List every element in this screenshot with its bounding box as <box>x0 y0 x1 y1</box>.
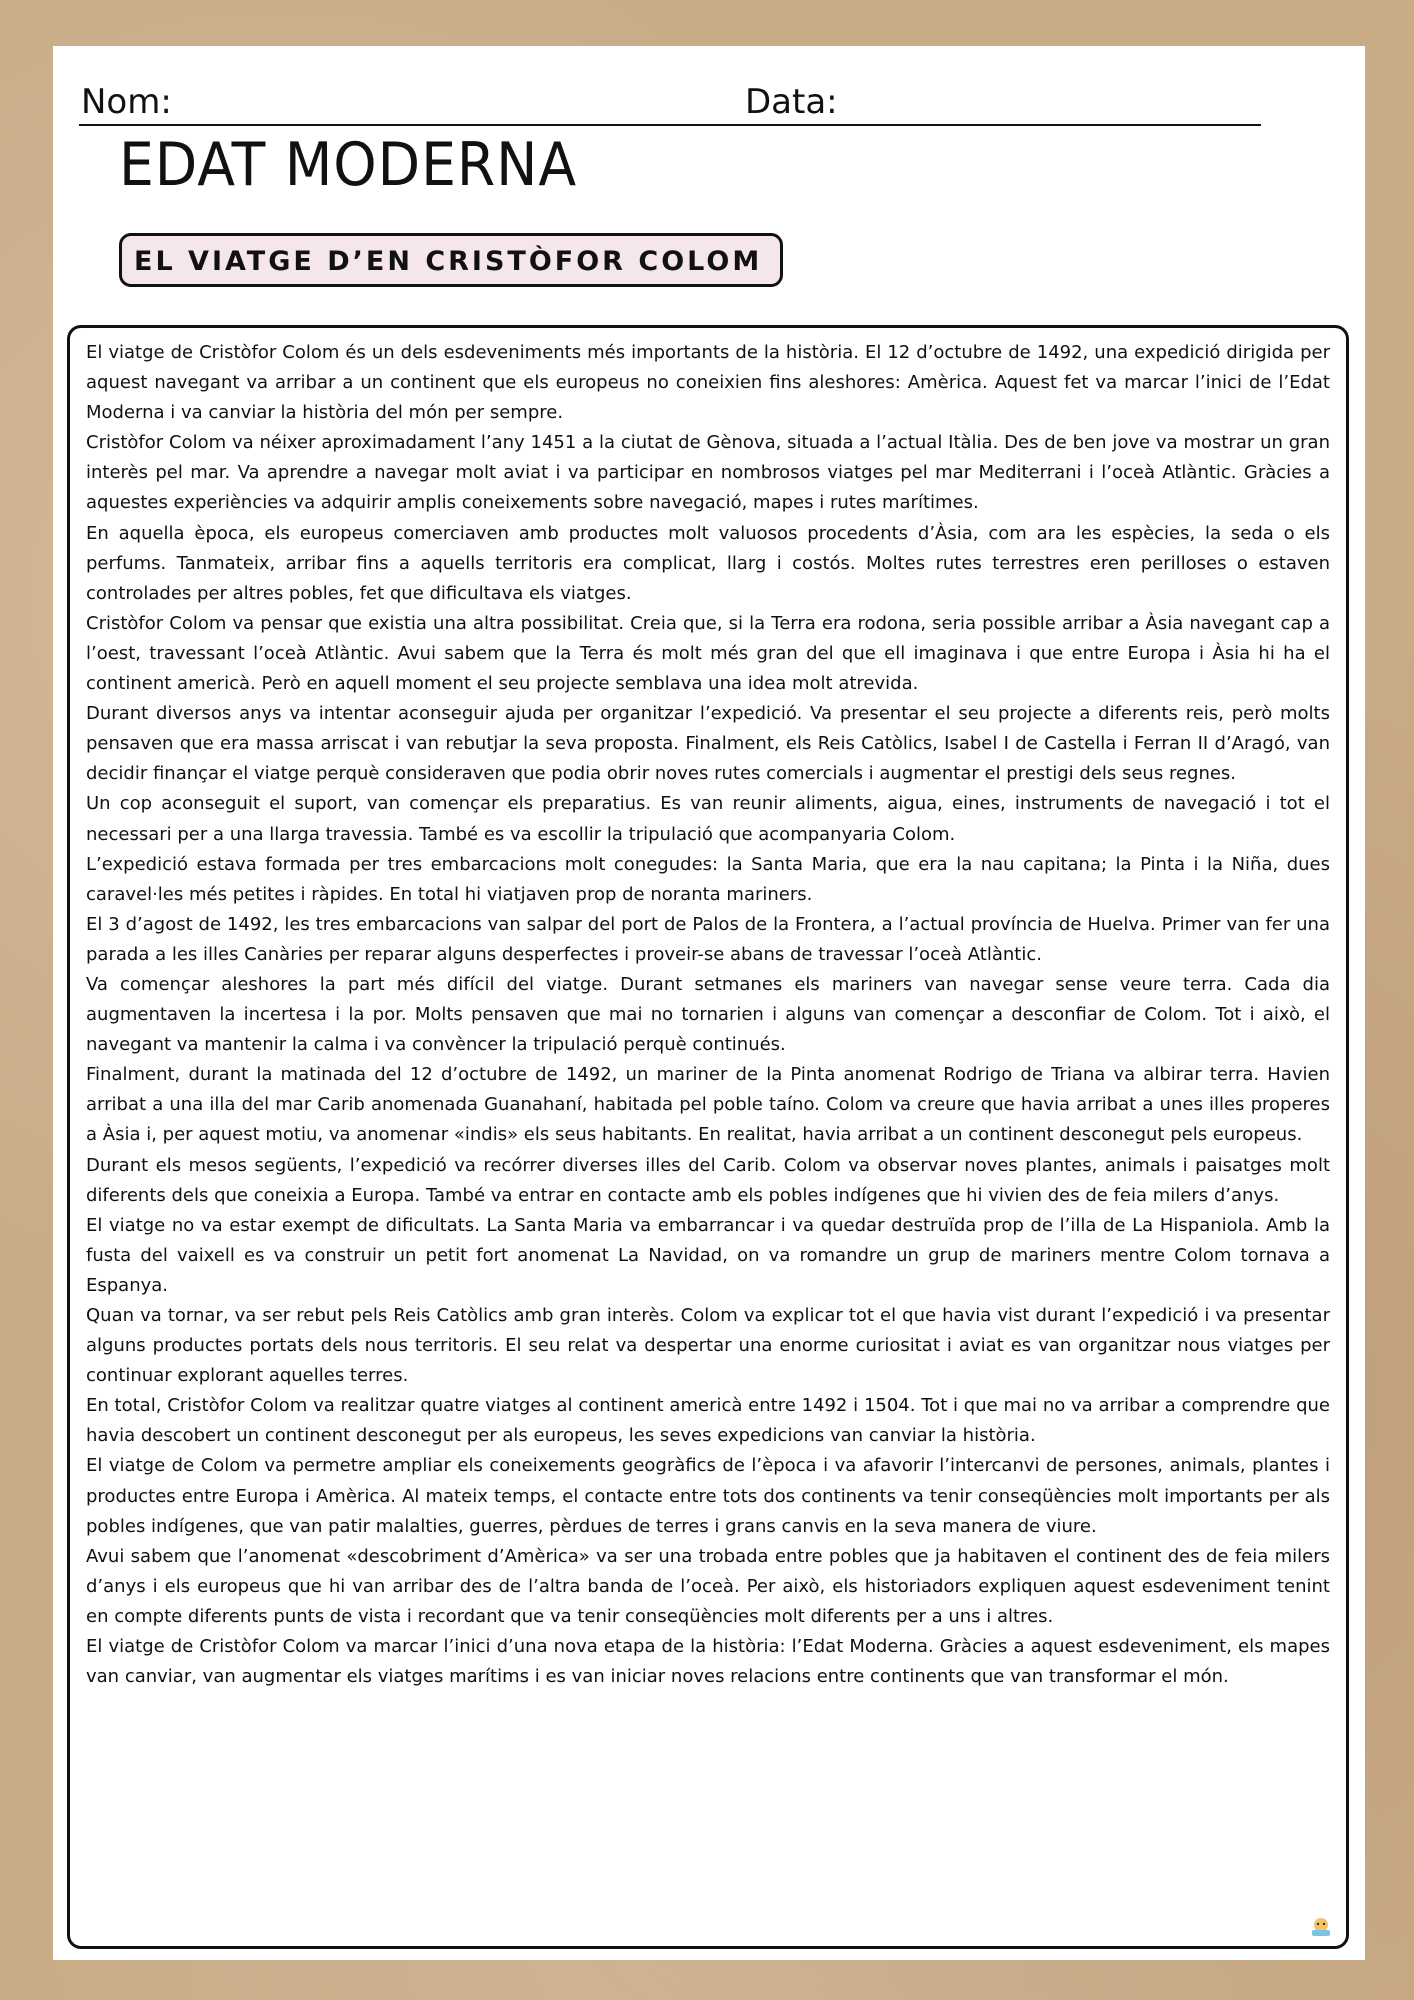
page-title: EDAT MODERNA <box>119 130 578 200</box>
paragraph: Avui sabem que l’anomenat «descobriment d’Amèrica» va ser una trobada entre pobles que ja habitaven el continent des de feia milers d’anys i els europeus que hi van arribar des de l’altra banda de l’oceà. Per això, els historiadors expliquen aquest esdeveniment tenint en compte diferents punts de vista i recordant que va tenir conseqüències molt diferents per a uns i altres. <box>86 1545 1330 1627</box>
paragraph: Durant els mesos següents, l’expedició va recórrer diverses illes del Carib. Colom va observar noves plantes, animals i paisatges molt diferents dels que coneixia a Europa. També va entrar en contacte amb els pobles indígenes que hi vivien des de feia milers d’anys. <box>86 1154 1330 1206</box>
worksheet-page <box>53 46 1365 1960</box>
subtitle-box <box>119 233 783 287</box>
subtitle: EL VIATGE D’EN CRISTÒFOR COLOM <box>134 246 763 277</box>
date-label: Data: <box>745 82 838 122</box>
paragraph: El viatge de Cristòfor Colom va marcar l’inici d’una nova etapa de la història: l’Edat Moderna. Gràcies a aquest esdeveniment, els mapes van canviar, van augmentar els viatges marítims i es van iniciar noves relacions entre continents que van transformar el món. <box>86 1636 1330 1688</box>
paragraph: El viatge de Colom va permetre ampliar els coneixements geogràfics de l’època i va afavorir l’intercanvi de persones, animals, plantes i productes entre Europa i Amèrica. Al mateix temps, el contacte entre tots dos continents va tenir conseqüències molt importants per als pobles indígenes, que van patir malalties, guerres, pèrdues de terres i grans canvis en la seva manera de viure. <box>86 1455 1330 1537</box>
paragraph: El viatge de Cristòfor Colom és un dels esdeveniments més importants de la història. El 12 d’octubre de 1492, una expedició dirigida per aquest navegant va arribar a un continent que els europeus no coneixien fins aleshores: Amèrica. Aquest fet va marcar l’inici de l’Edat Moderna i va canviar la història del món per sempre. <box>86 342 1330 424</box>
paragraph: Cristòfor Colom va néixer aproximadament l’any 1451 a la ciutat de Gènova, situada a l’actual Itàlia. Des de ben jove va mostrar un gran interès pel mar. Va aprendre a navegar molt aviat i va participar en nombrosos viatges pel mar Mediterrani i l’oceà Atlàntic. Gràcies a aquestes experiències va adquirir amplis coneixements sobre navegació, mapes i rutes marítimes. <box>86 432 1330 514</box>
paragraph: El 3 d’agost de 1492, les tres embarcacions van salpar del port de Palos de la Frontera, a l’actual província de Huelva. Primer van fer una parada a les illes Canàries per reparar alguns desperfectes i proveir-se abans de travessar l’oceà Atlàntic. <box>86 913 1330 965</box>
paragraph: El viatge no va estar exempt de dificultats. La Santa Maria va embarrancar i va quedar destruïda prop de l’illa de La Hispaniola. Amb la fusta del vaixell es va construir un petit fort anomenat La Navidad, on va romandre un grup de mariners mentre Colom tornava a Espanya. <box>86 1214 1330 1296</box>
paragraph: Un cop aconseguit el suport, van començar els preparatius. Es van reunir aliments, aigua, eines, instruments de navegació i tot el necessari per a una llarga travessia. També es va escollir la tripulació que acompanyaria Colom. <box>86 793 1330 845</box>
paragraph: En total, Cristòfor Colom va realitzar quatre viatges al continent americà entre 1492 i 1504. Tot i que mai no va arribar a comprendre que havia descobert un continent desconegut per als europeus, les seves expedicions van canviar la història. <box>86 1395 1330 1447</box>
paragraph: L’expedició estava formada per tres embarcacions molt conegudes: la Santa Maria, que era la nau capitana; la Pinta i la Niña, dues caravel·les més petites i ràpides. En total hi viatjaven prop de noranta mariners. <box>86 853 1330 905</box>
paragraph: En aquella època, els europeus comerciaven amb productes molt valuosos procedents d’Àsia, com ara les espècies, la seda o els perfums. Tanmateix, arribar fins a aquells territoris era complicat, llarg i costós. Moltes rutes terrestres eren perilloses o estaven controlades per altres pobles, fet que dificultava els viatges. <box>86 522 1330 604</box>
paragraph: Cristòfor Colom va pensar que existia una altra possibilitat. Creia que, si la Terra era rodona, seria possible arribar a Àsia navegant cap a l’oest, travessant l’oceà Atlàntic. Avui sabem que la Terra és molt més gran del que ell imaginava i que entre Europa i Àsia hi ha el continent americà. Però en aquell moment el seu projecte semblava una idea molt atrevida. <box>86 612 1330 695</box>
paragraph: Quan va tornar, va ser rebut pels Reis Catòlics amb gran interès. Colom va explicar tot el que havia vist durant l’expedició i va presentar alguns productes portats dels nous territoris. El seu relat va despertar una enorme curiositat i aviat es van organitzar nous viatges per continuar explorant aquelles terres. <box>86 1305 1330 1387</box>
publisher-logo-icon <box>1308 1916 1334 1938</box>
paragraph: Durant diversos anys va intentar aconseguir ajuda per organitzar l’expedició. Va presentar el seu projecte a diferents reis, però molts pensaven que era massa arriscat i van rebutjar la seva proposta. Finalment, els Reis Catòlics, Isabel I de Castella i Ferran II d’Aragó, van decidir finançar el viatge perquè consideraven que podia obrir noves rutes comercials i augmentar el prestigi dels seus regnes. <box>86 703 1330 785</box>
header-fields <box>79 64 1261 126</box>
paragraph: Va començar aleshores la part més difícil del viatge. Durant setmanes els mariners van navegar sense veure terra. Cada dia augmentaven la incertesa i la por. Molts pensaven que mai no tornarien i alguns van començar a desconfiar de Colom. Tot i això, el navegant va mantenir la calma i va convèncer la tripulació perquè continués. <box>86 973 1330 1056</box>
name-label: Nom: <box>81 82 172 122</box>
paragraph: Finalment, durant la matinada del 12 d’octubre de 1492, un mariner de la Pinta anomenat Rodrigo de Triana va albirar terra. Havien arribat a una illa del mar Carib anomenada Guanahaní, habitada pel poble taíno. Colom va creure que havia arribat a unes illes properes a Àsia i, per aquest motiu, va anomenar «indis» els seus habitants. En realitat, havia arribat a un continent desconegut pels europeus. <box>86 1064 1330 1146</box>
reading-text-box <box>67 325 1349 1949</box>
